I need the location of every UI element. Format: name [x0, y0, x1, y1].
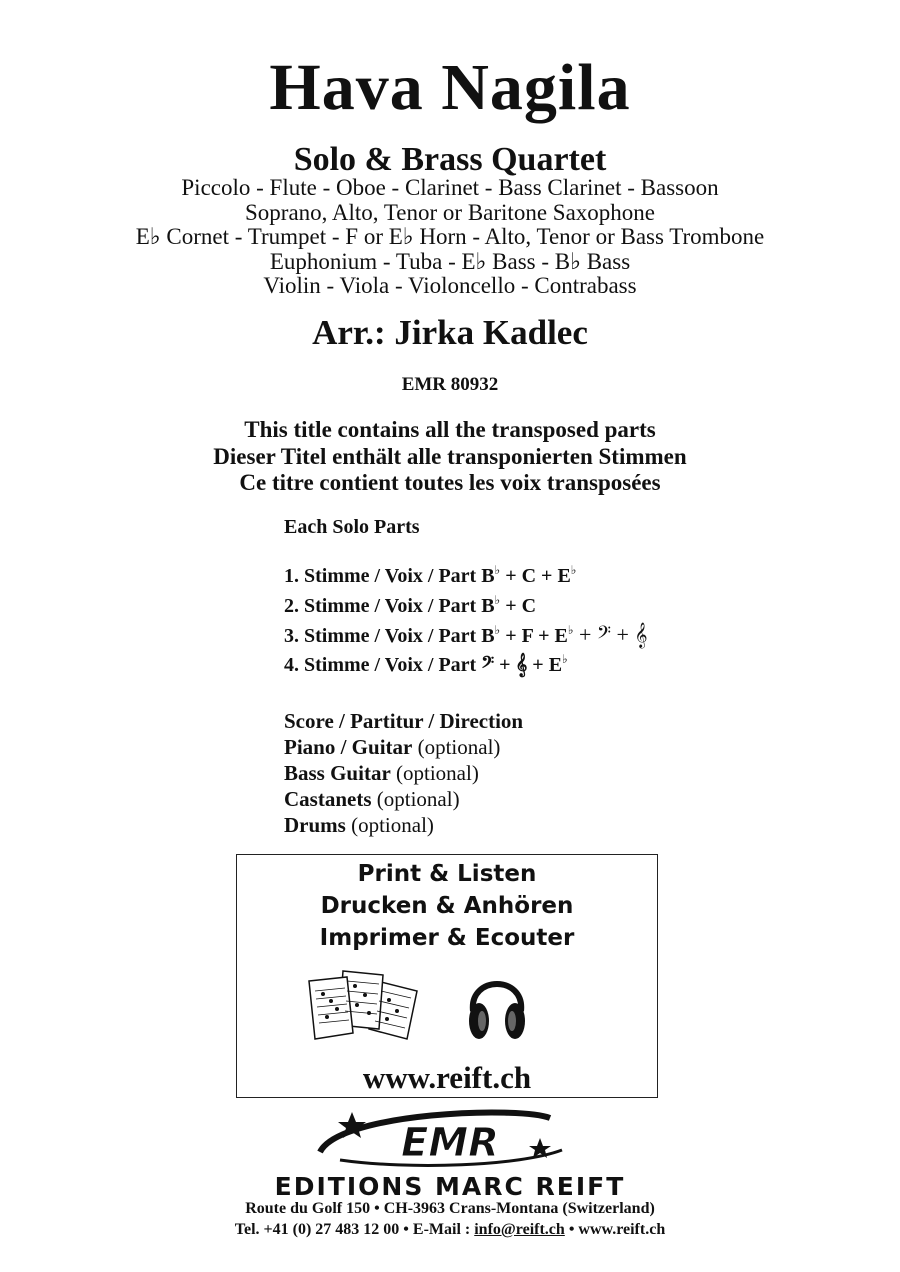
- parts-heading: Each Solo Parts: [284, 516, 420, 538]
- arranger: Arr.: Jirka Kadlec: [312, 313, 588, 352]
- clef-symbols: 𝄢 + 𝄞 + E: [481, 654, 563, 676]
- part-line-2: 2. Stimme / Voix / Part B♭ + C: [284, 593, 537, 617]
- email-link[interactable]: info@reift.ch: [474, 1221, 565, 1238]
- sheet-music-icon: [307, 967, 422, 1052]
- contact-line: Tel. +41 (0) 27 483 12 00 • E-Mail : info@reift.ch • www.reift.ch: [234, 1221, 666, 1238]
- extra-item: Drums (optional): [284, 813, 434, 837]
- flat-sign: ♭: [494, 563, 501, 577]
- extra-item: Piano / Guitar (optional): [284, 735, 501, 759]
- flat-sign: ♭: [570, 563, 577, 577]
- address: Route du Golf 150 • CH-3963 Crans-Montana (Switzerland): [245, 1200, 655, 1217]
- instrument-line: Violin - Viola - Violoncello - Contrabass: [263, 273, 637, 298]
- additional-parts: [284, 708, 523, 838]
- part-line-4: 4. Stimme / Voix / Part 𝄢 + 𝄞 + E♭: [284, 652, 568, 676]
- extra-item: Castanets (optional): [284, 787, 460, 811]
- catalog-number: EMR 80932: [401, 374, 499, 395]
- contents-line-en: This title contains all the transposed parts: [244, 417, 656, 442]
- extra-item: Bass Guitar (optional): [284, 761, 479, 785]
- flat-sign: ♭: [562, 652, 568, 666]
- publisher-name: EDITIONS MARC REIFT: [274, 1172, 626, 1201]
- flat-sign: ♭: [567, 623, 574, 637]
- extra-item: Score / Partitur / Direction: [284, 709, 524, 733]
- emr-logo-text: EMR: [401, 1120, 499, 1166]
- print-listen-fr: Imprimer & Ecouter: [319, 925, 575, 951]
- instrument-list: [0, 176, 900, 299]
- website-link[interactable]: www.reift.ch: [362, 1060, 532, 1095]
- instrument-line: E♭ Cornet - Trumpet - F or E♭ Horn - Alto, Tenor or Bass Trombone: [135, 224, 765, 249]
- page-title: Hava Nagila: [269, 51, 631, 124]
- contents-note: [0, 417, 900, 497]
- flat-sign: ♭: [494, 593, 501, 607]
- instrument-line: Piccolo - Flute - Oboe - Clarinet - Bass Clarinet - Bassoon: [181, 175, 719, 200]
- print-listen-box: [236, 854, 658, 1098]
- instrument-line: Soprano, Alto, Tenor or Baritone Saxophone: [245, 199, 655, 225]
- clef-symbols: + 𝄢 + 𝄞: [573, 622, 648, 647]
- contents-line-de: Dieser Titel enthält alle transponierten Stimmen: [213, 443, 687, 469]
- print-listen-en: Print & Listen: [357, 861, 537, 887]
- part-line-3: 3. Stimme / Voix / Part B♭ + F + E♭ + 𝄢 + 𝄞: [284, 622, 648, 647]
- part-line-1: 1. Stimme / Voix / Part B♭ + C + E♭: [284, 563, 577, 587]
- print-listen-de: Drucken & Anhören: [320, 893, 574, 919]
- headphones-icon: [465, 967, 529, 1045]
- emr-logo: [300, 1108, 600, 1170]
- instrument-line: Euphonium - Tuba - E♭ Bass - B♭ Bass: [269, 248, 631, 274]
- contents-line-fr: Ce titre contient toutes les voix transposées: [239, 470, 661, 495]
- flat-sign: ♭: [494, 623, 501, 637]
- subtitle: Solo & Brass Quartet: [293, 141, 607, 178]
